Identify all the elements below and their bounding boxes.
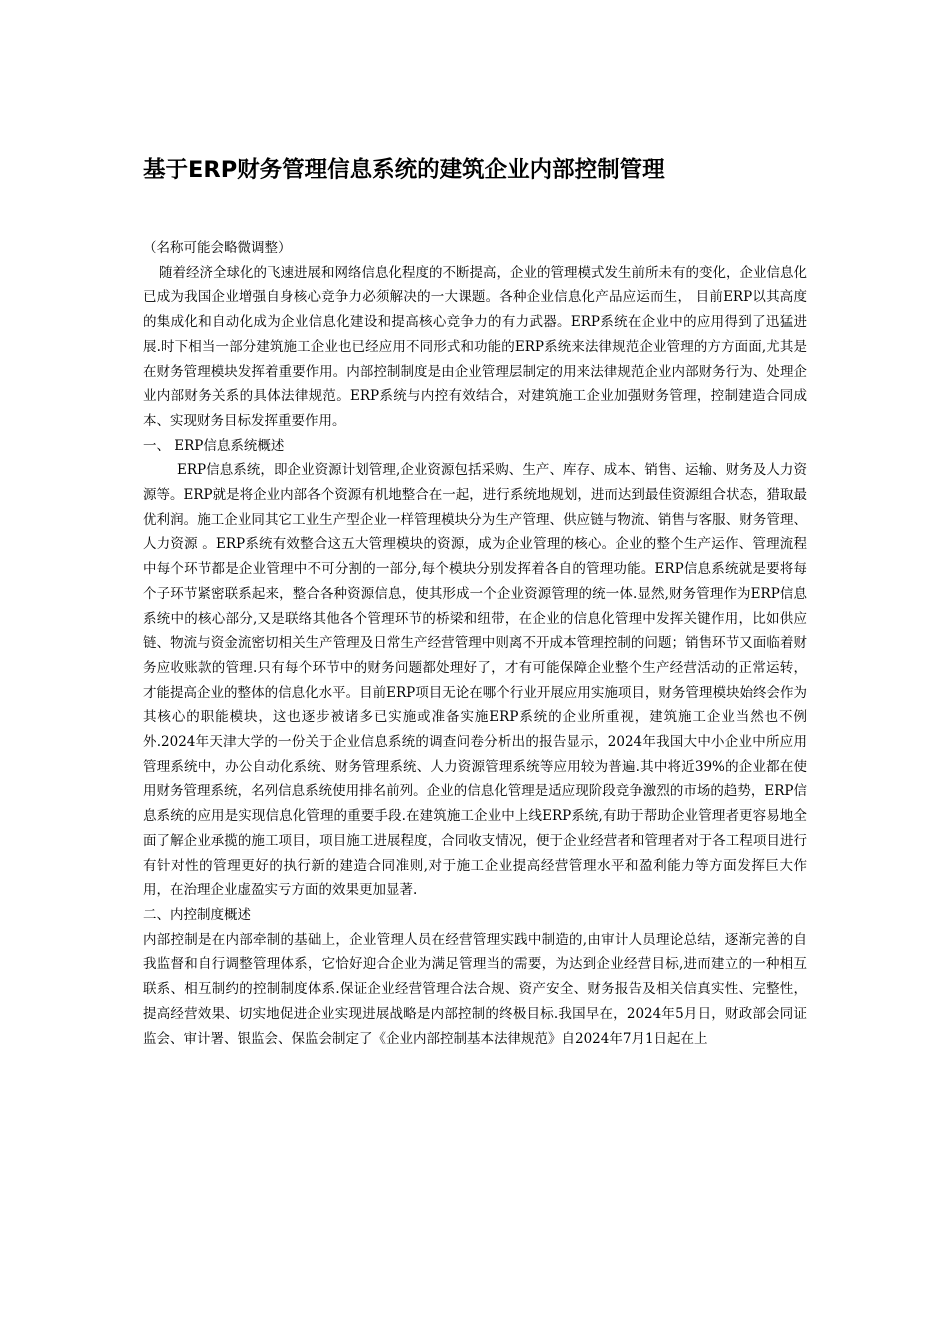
section-2-heading: 二、内控制度概述 <box>143 906 251 923</box>
document-title: 基于ERP财务管理信息系统的建筑企业内部控制管理 <box>143 157 665 183</box>
intro-paragraph: 随着经济全球化的飞速进展和网络信息化程度的不断提高，企业的管理模式发生前所未有的变化，企业信息化已成为我国企业增强自身核心竞争力必须解决的一大课题。各种企业信息化产品应运而生， 目前ERP以其高度的集成化和自动化成为企业信息化建设和提高核心竞争力的有力武器。ERP系统在企业中的应用得到了迅猛进展.时下相当一部分建筑施工企业也已经应用不同形式和功能的ERP系统来法律规范企业管理的方方面面,尤其是在财务管理模块发挥着重要作用。内部控制制度是由企业管理层制定的用来法律规范企业内部财务行为、处理企业内部财务关系的具体法律规范。ERP系统与内控有效结合，对建筑施工企业加强财务管理，控制建造合同成本、实现财务目标发挥重要作用。 <box>143 264 807 429</box>
document-body <box>143 236 807 1051</box>
section-1-paragraph: ERP信息系统，即企业资源计划管理,企业资源包括采购、生产、库存、成本、销售、运输、财务及人力资源等。ERP就是将企业内部各个资源有机地整合在一起，进行系统地规划，进而达到最佳资源组合状态，猎取最优利润。施工企业同其它工业生产型企业一样管理模块分为生产管理、供应链与物流、销售与客服、财务管理、人力资源 。ERP系统有效整合这五大管理模块的资源，成为企业管理的核心。企业的整个生产运作、管理流程中每个环节都是企业管理中不可分割的一部分,每个模块分别发挥着各自的管理功能。ERP信息系统就是要将每个子环节紧密联系起来，整合各种资源信息，使其形成一个企业资源管理的统一体.显然,财务管理作为ERP信息系统中的核心部分,又是联络其他各个管理环节的桥梁和纽带，在企业的信息化管理中发挥关键作用，比如供应链、物流与资金流密切相关生产管理及日常生产经营管理中则离不开成本管理控制的问题；销售环节又面临着财务应收账款的管理.只有每个环节中的财务问题都处理好了，才有可能保障企业整个生产经营活动的正常运转，才能提高企业的整体的信息化水平。目前ERP项目无论在哪个行业开展应用实施项目，财务管理模块始终会作为其核心的职能模块，这也逐步被诸多已实施或准备实施ERP系统的企业所重视，建筑施工企业当然也不例外.2024年天津大学的一份关于企业信息系统的调查问卷分析出的报告显示，2024年我国大中小企业中所应用管理系统中，办公自动化系统、财务管理系统、人力资源管理系统等应用较为普遍.其中将近39%的企业都在使用财务管理系统，名列信息系统使用排名前列。企业的信息化管理是适应现阶段竞争激烈的市场的趋势，ERP信息系统的应用是实现信息化管理的重要手段.在建筑施工企业中上线ERP系统,有助于帮助企业管理者更容易地全面了解企业承揽的施工项目，项目施工进展程度，合同收支情况，便于企业经营者和管理者对于各工程项目进行有针对性的管理更好的执行新的建造合同准则,对于施工企业提高经营管理水平和盈利能力等方面发挥巨大作用，在治理企业虚盈实亏方面的效果更加显著. <box>143 462 807 899</box>
title-note: （名称可能会略微调整） <box>143 240 292 256</box>
section-1-heading: 一、 ERP信息系统概述 <box>143 437 285 454</box>
section-2-paragraph: 内部控制是在内部牵制的基础上，企业管理人员在经营管理实践中制造的,由审计人员理论总结，逐渐完善的自我监督和自行调整管理体系，它恰好迎合企业为满足管理当的需要，为达到企业经营目标,进而建立的一种相互联系、相互制约的控制制度体系.保证企业经营管理合法合规、资产安全、财务报告及相关信真实性、完整性，提高经营效果、切实地促进企业实现进展战略是内部控制的终极目标.我国早在，2024年5月日，财政部会同证监会、审计署、银监会、保监会制定了《企业内部控制基本法律规范》自2024年7月1日起在上 <box>143 931 807 1047</box>
